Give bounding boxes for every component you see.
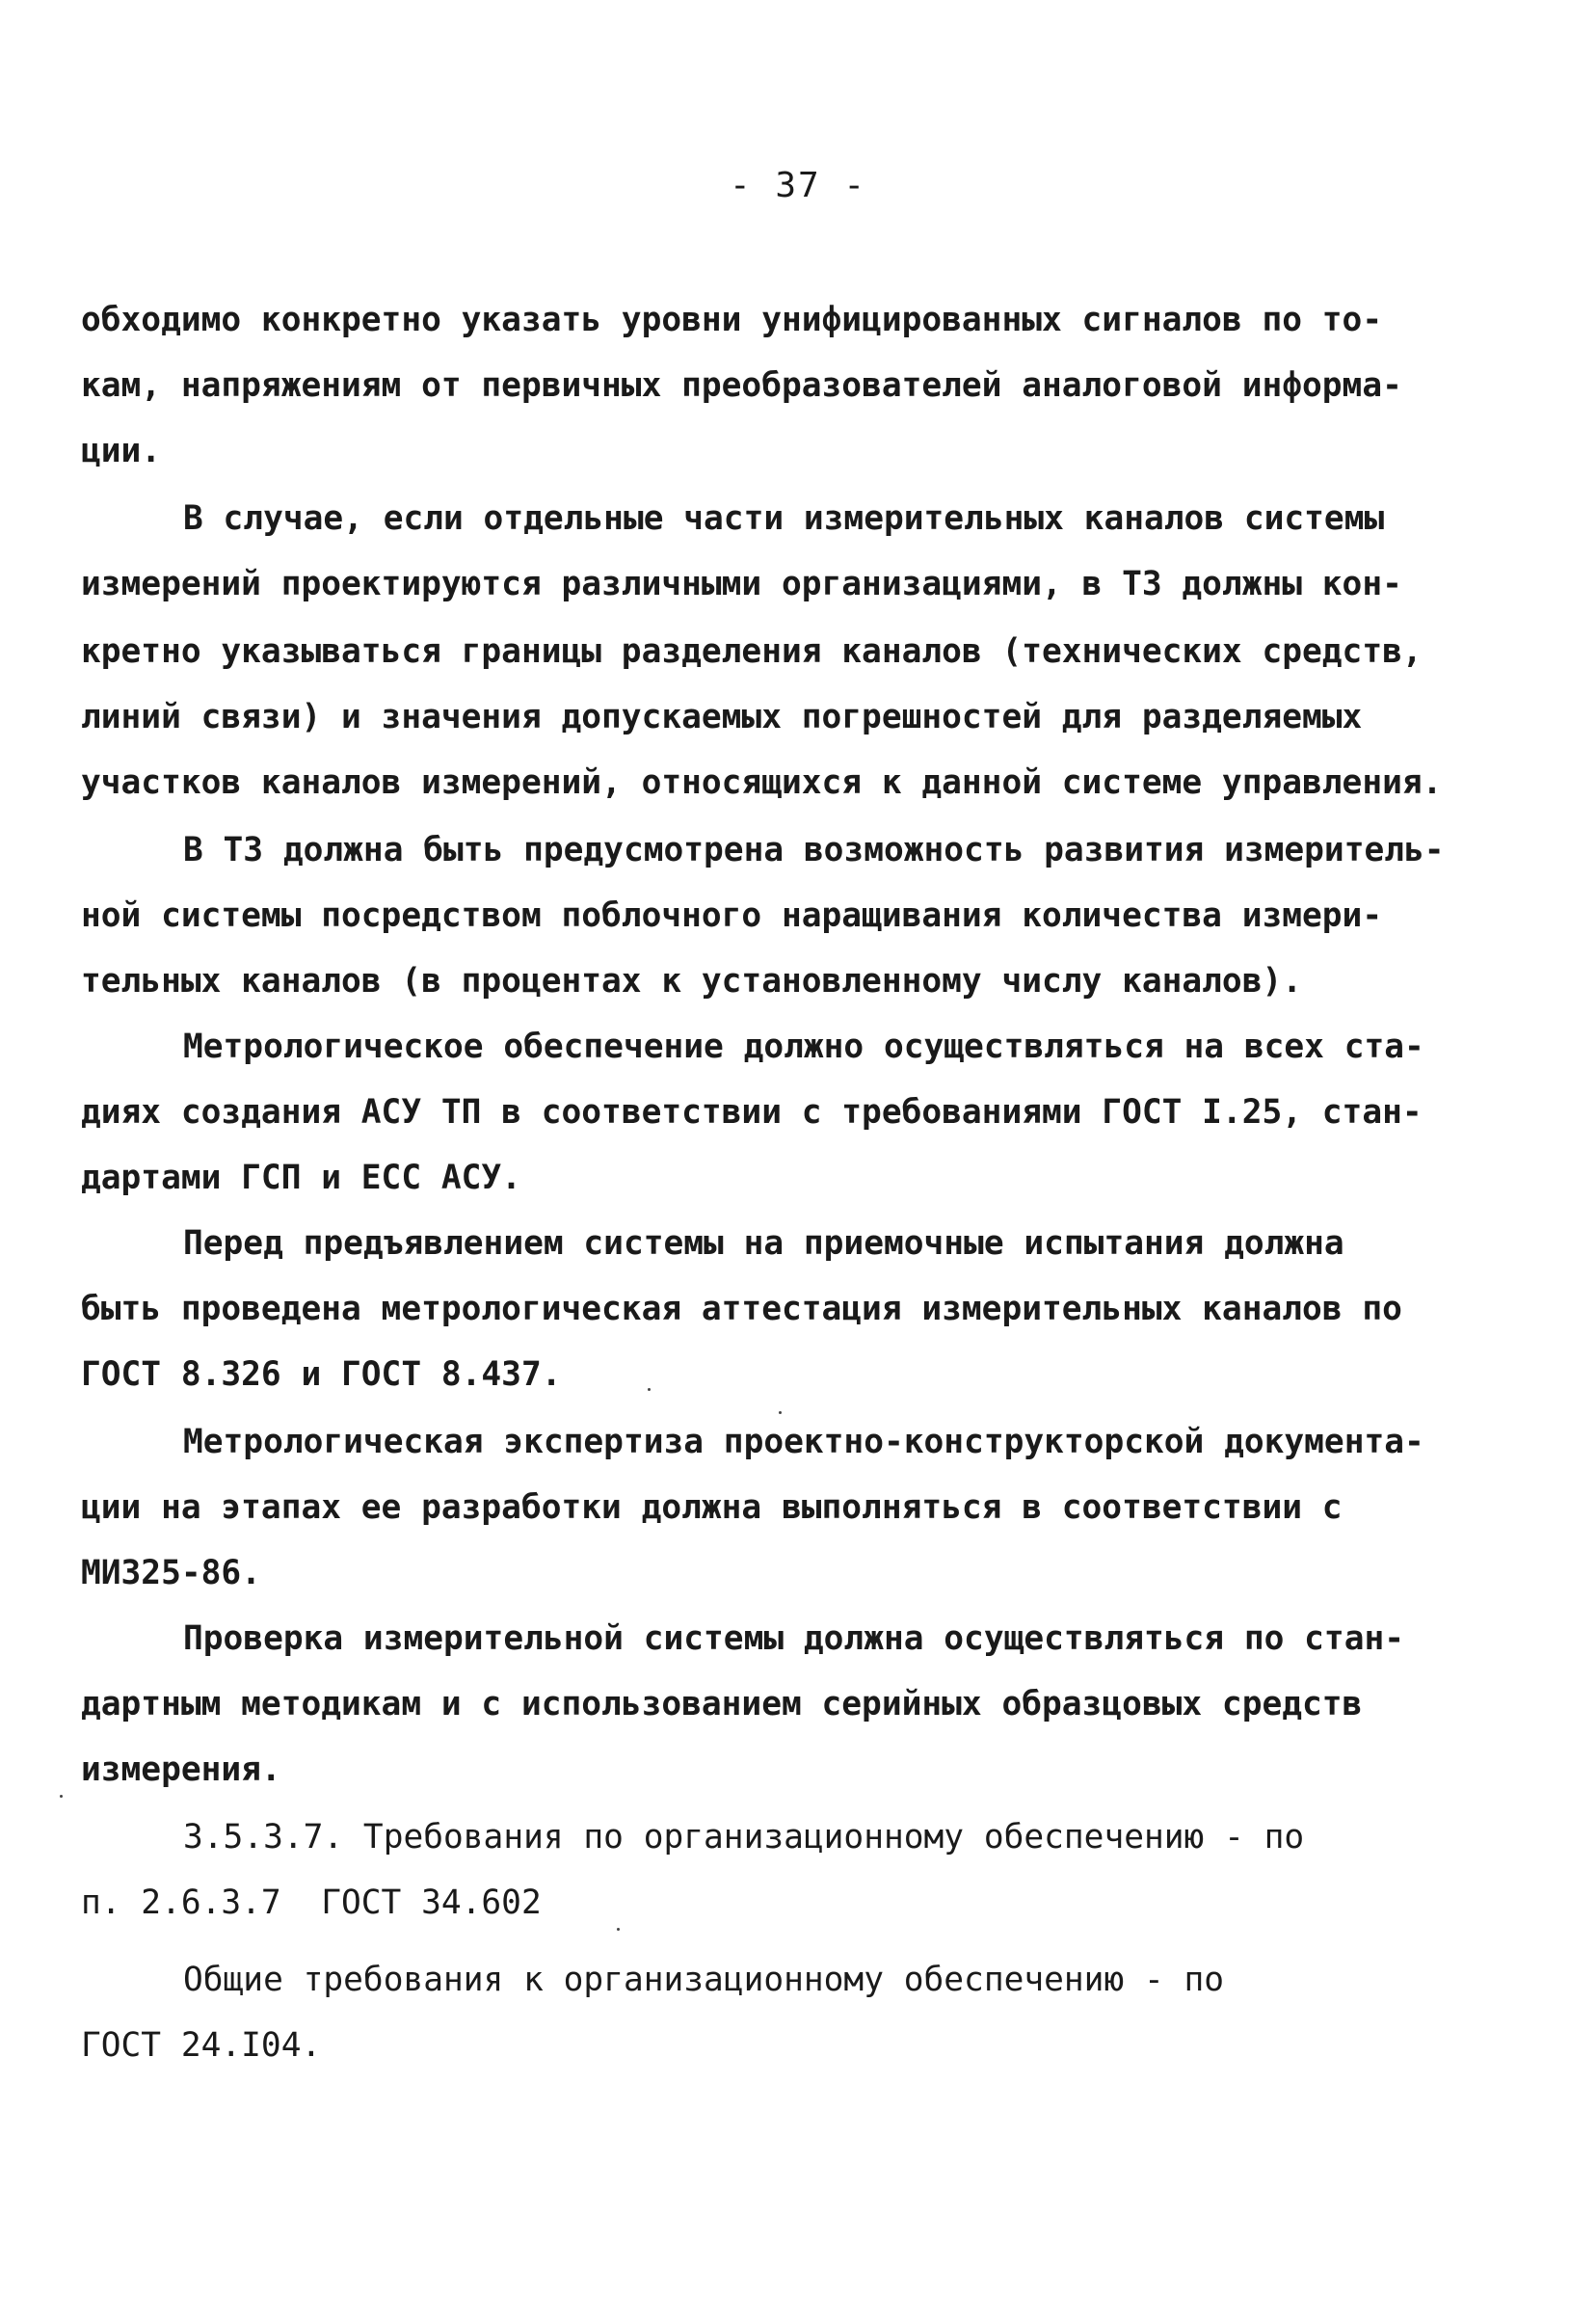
text-line: Общие требования к организационному обеспечению - по <box>183 1961 1225 1999</box>
text-line: п. 2.6.3.7 ГОСТ 34.602 <box>81 1883 542 1922</box>
text-line: Перед предъявлением системы на приемочные испытания должна <box>183 1224 1344 1263</box>
text-line: В случае, если отдельные части измерительных каналов системы <box>183 499 1385 538</box>
text-line: В ТЗ должна быть предусмотрена возможность развития измеритель- <box>183 831 1445 869</box>
text-line: диях создания АСУ ТП в соответствии с требованиями ГОСТ I.25, стан- <box>81 1093 1423 1132</box>
scan-speck <box>60 1795 63 1798</box>
text-line: ной системы посредством поблочного наращивания количества измери- <box>81 896 1383 935</box>
text-line: ГОСТ 24.I04. <box>81 2026 322 2065</box>
text-line: ции на этапах ее разработки должна выполняться в соответствии с <box>81 1488 1343 1527</box>
text-line: ции. <box>81 432 162 470</box>
scan-speck <box>648 1388 651 1391</box>
text-line: дартами ГСП и ЕСС АСУ. <box>81 1159 521 1197</box>
text-line: ГОСТ 8.326 и ГОСТ 8.437. <box>81 1355 562 1394</box>
scan-speck <box>779 1411 782 1414</box>
text-line: участков каналов измерений, относящихся к данной системе управления. <box>81 763 1443 802</box>
text-line: Проверка измерительной системы должна осуществляться по стан- <box>183 1619 1405 1658</box>
text-line: тельных каналов (в процентах к установленному числу каналов). <box>81 962 1303 1001</box>
scan-speck <box>617 1928 620 1931</box>
text-line: МИ325-86. <box>81 1554 261 1592</box>
text-line: быть проведена метрологическая аттестация измерительных каналов по <box>81 1290 1402 1328</box>
section-heading: 3.5.3.7. Требования по организационному обеспечению - по <box>183 1818 1305 1857</box>
text-line: обходимо конкретно указать уровни унифицированных сигналов по то- <box>81 301 1383 339</box>
text-line: измерений проектируются различными организациями, в ТЗ должны кон- <box>81 565 1402 603</box>
text-line: линий связи) и значения допускаемых погрешностей для разделяемых <box>81 698 1363 736</box>
text-line: кам, напряжениям от первичных преобразователей аналоговой информа- <box>81 366 1402 405</box>
text-line: измерения. <box>81 1750 281 1789</box>
text-line: Метрологическая экспертиза проектно-конструкторской документа- <box>183 1423 1424 1461</box>
text-line: кретно указываться границы разделения каналов (технических средств, <box>81 632 1423 671</box>
page-number: - 37 - <box>729 166 867 205</box>
text-line: Метрологическое обеспечение должно осуществляться на всех ста- <box>183 1028 1424 1066</box>
text-line: дартным методикам и с использованием серийных образцовых средств <box>81 1685 1363 1723</box>
